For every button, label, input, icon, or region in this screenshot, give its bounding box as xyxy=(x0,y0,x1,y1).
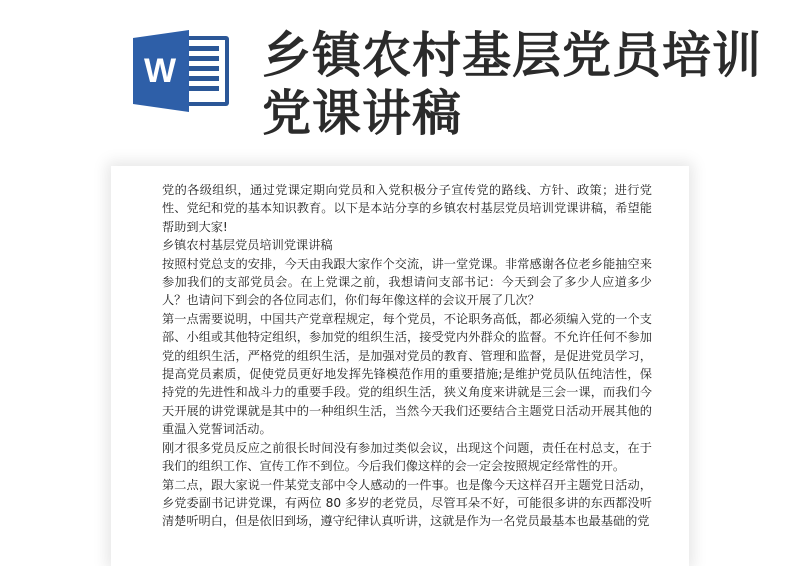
intro-paragraph: 党的各级组织，通过党课定期向党员和入党积极分子宣传党的路线、方针、政策；进行党性、党纪和党的基本知识教育。以下是本站分享的乡镇农村基层党员培训党课讲稿，希望能帮助到大家! xyxy=(162,183,652,234)
body-paragraph: 第二点，跟大家说一件某党支部中令人感动的一件事。也是像今天这样召开主题党日活动，乡党委副书记讲党课，有两位 80 多岁的老党员，尽管耳朵不好，可能很多讲的东西都没听清楚听明白，但是依旧到场，遵守纪律认真听讲，这就是作为一名党员最基本也最基础的党 xyxy=(162,477,652,529)
word-letter: W xyxy=(143,52,177,90)
page-title: 乡镇农村基层党员培训党课讲稿 xyxy=(262,27,763,142)
document-page xyxy=(111,166,689,566)
word-icon xyxy=(133,30,233,112)
body-paragraph: 按照村党总支的安排，今天由我跟大家作个交流，讲一堂党课。非常感谢各位老乡能抽空来参加我们的支部党员会。在上党课之前，我想请问支部书记：今天到会了多少人应道多少人？也请问下到会的各位同志们，你们每年像这样的会议开展了几次？ xyxy=(162,256,652,308)
body-paragraph: 第一点需要说明，中国共产党章程规定，每个党员，不论职务高低，都必须编入党的一个支部、小组或其他特定组织，参加党的组织生活，接受党内外群众的监督。不允许任何不参加党的组织生活，严格党的组织生活，是加强对党员的教育、管理和监督，是促进党员学习，提高党员素质，促使党员更好地发挥先锋模范作用的重要措施;是维护党员队伍纯洁性，保持党的先进性和战斗力的重要手段。党的组织生活，狭义角度来讲就是三会一课，而我们今天开展的讲党课就是其中的一种组织生活，当然今天我们还要结合主题党日活动开展其他的重温入党誓词活动。 xyxy=(162,311,652,437)
header xyxy=(0,0,800,150)
document-body xyxy=(162,181,652,531)
document-heading: 乡镇农村基层党员培训党课讲稿 xyxy=(162,238,333,253)
body-paragraph: 刚才很多党员反应之前很长时间没有参加过类似会议，出现这个问题，责任在村总支，在于我们的组织工作、宣传工作不到位。今后我们像这样的会一定会按照规定经常性的开。 xyxy=(162,440,652,474)
